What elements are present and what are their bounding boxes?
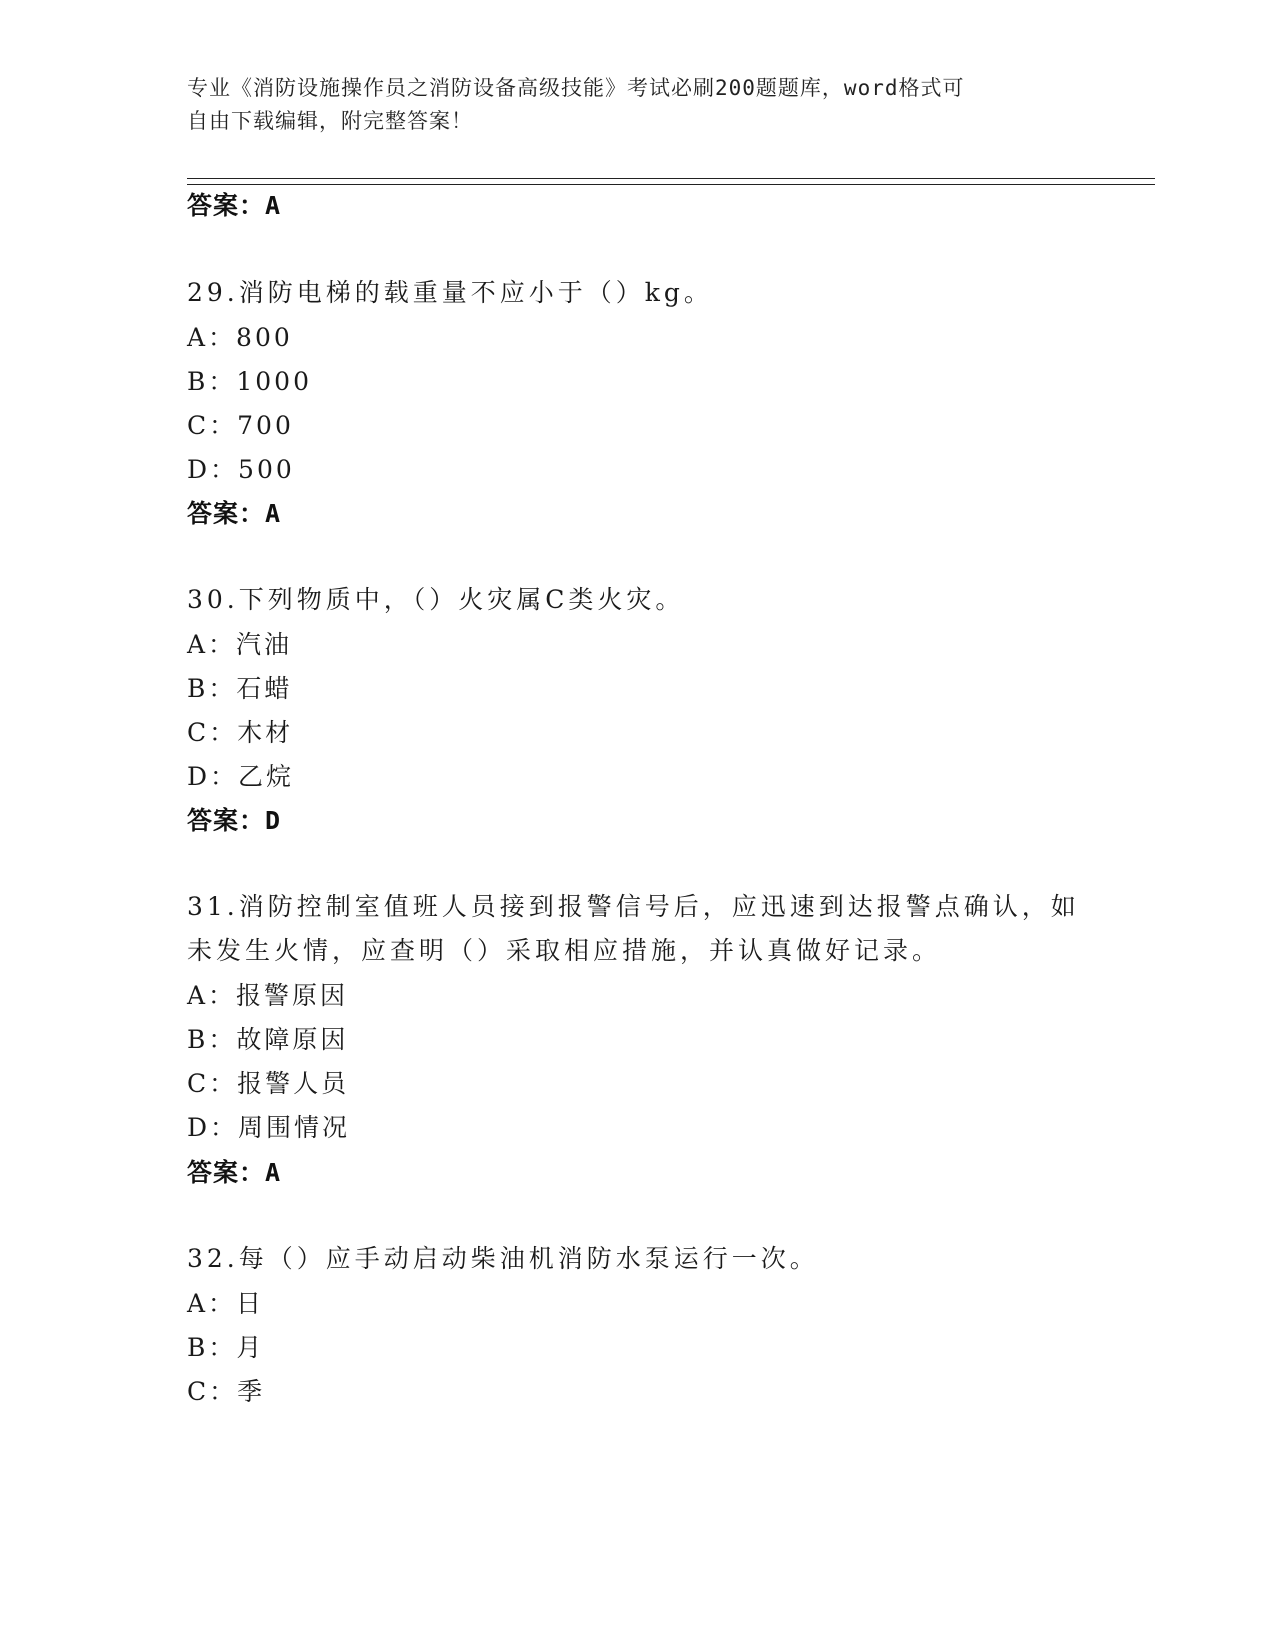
question-29-option-c: C：700	[187, 411, 294, 440]
question-32-option-b: B：月	[187, 1333, 265, 1362]
header-divider-bottom	[187, 184, 1155, 185]
question-32-option-c: C：季	[187, 1377, 266, 1406]
question-31-option-c: C：报警人员	[187, 1069, 350, 1098]
question-32-option-a: A：日	[187, 1289, 265, 1318]
question-29-option-b: B：1000	[187, 367, 312, 396]
header-title-line-1: 专业《消防设施操作员之消防设备高级技能》考试必刷200题题库，word格式可	[187, 76, 965, 100]
header-divider-top	[187, 178, 1155, 179]
question-30-option-d: D：乙烷	[187, 762, 295, 791]
question-29-option-d: D：500	[187, 455, 295, 484]
document-header	[187, 72, 1067, 138]
question-31-option-a: A：报警原因	[187, 981, 349, 1010]
previous-question-answer: 答案：A	[187, 191, 282, 220]
question-31-text-line-1: 31.消防控制室值班人员接到报警信号后，应迅速到达报警点确认，如	[187, 892, 1080, 921]
question-32-text: 32.每（）应手动启动柴油机消防水泵运行一次。	[187, 1244, 819, 1273]
question-30-option-b: B：石蜡	[187, 674, 293, 703]
question-30-answer: 答案：D	[187, 806, 282, 835]
question-31-text-line-2: 未发生火情，应查明（）采取相应措施，并认真做好记录。	[187, 936, 942, 965]
question-29-answer: 答案：A	[187, 499, 282, 528]
question-30-option-a: A：汽油	[187, 630, 293, 659]
question-29-option-a: A：800	[187, 323, 293, 352]
question-29-text: 29.消防电梯的载重量不应小于（）kg。	[187, 278, 713, 307]
question-30-option-c: C：木材	[187, 718, 294, 747]
question-31-option-d: D：周围情况	[187, 1113, 351, 1142]
question-31-option-b: B：故障原因	[187, 1025, 349, 1054]
header-title-line-2: 自由下载编辑，附完整答案！	[187, 109, 473, 133]
question-31-answer: 答案：A	[187, 1158, 282, 1187]
question-30-text: 30.下列物质中，（）火灾属C类火灾。	[187, 585, 685, 614]
